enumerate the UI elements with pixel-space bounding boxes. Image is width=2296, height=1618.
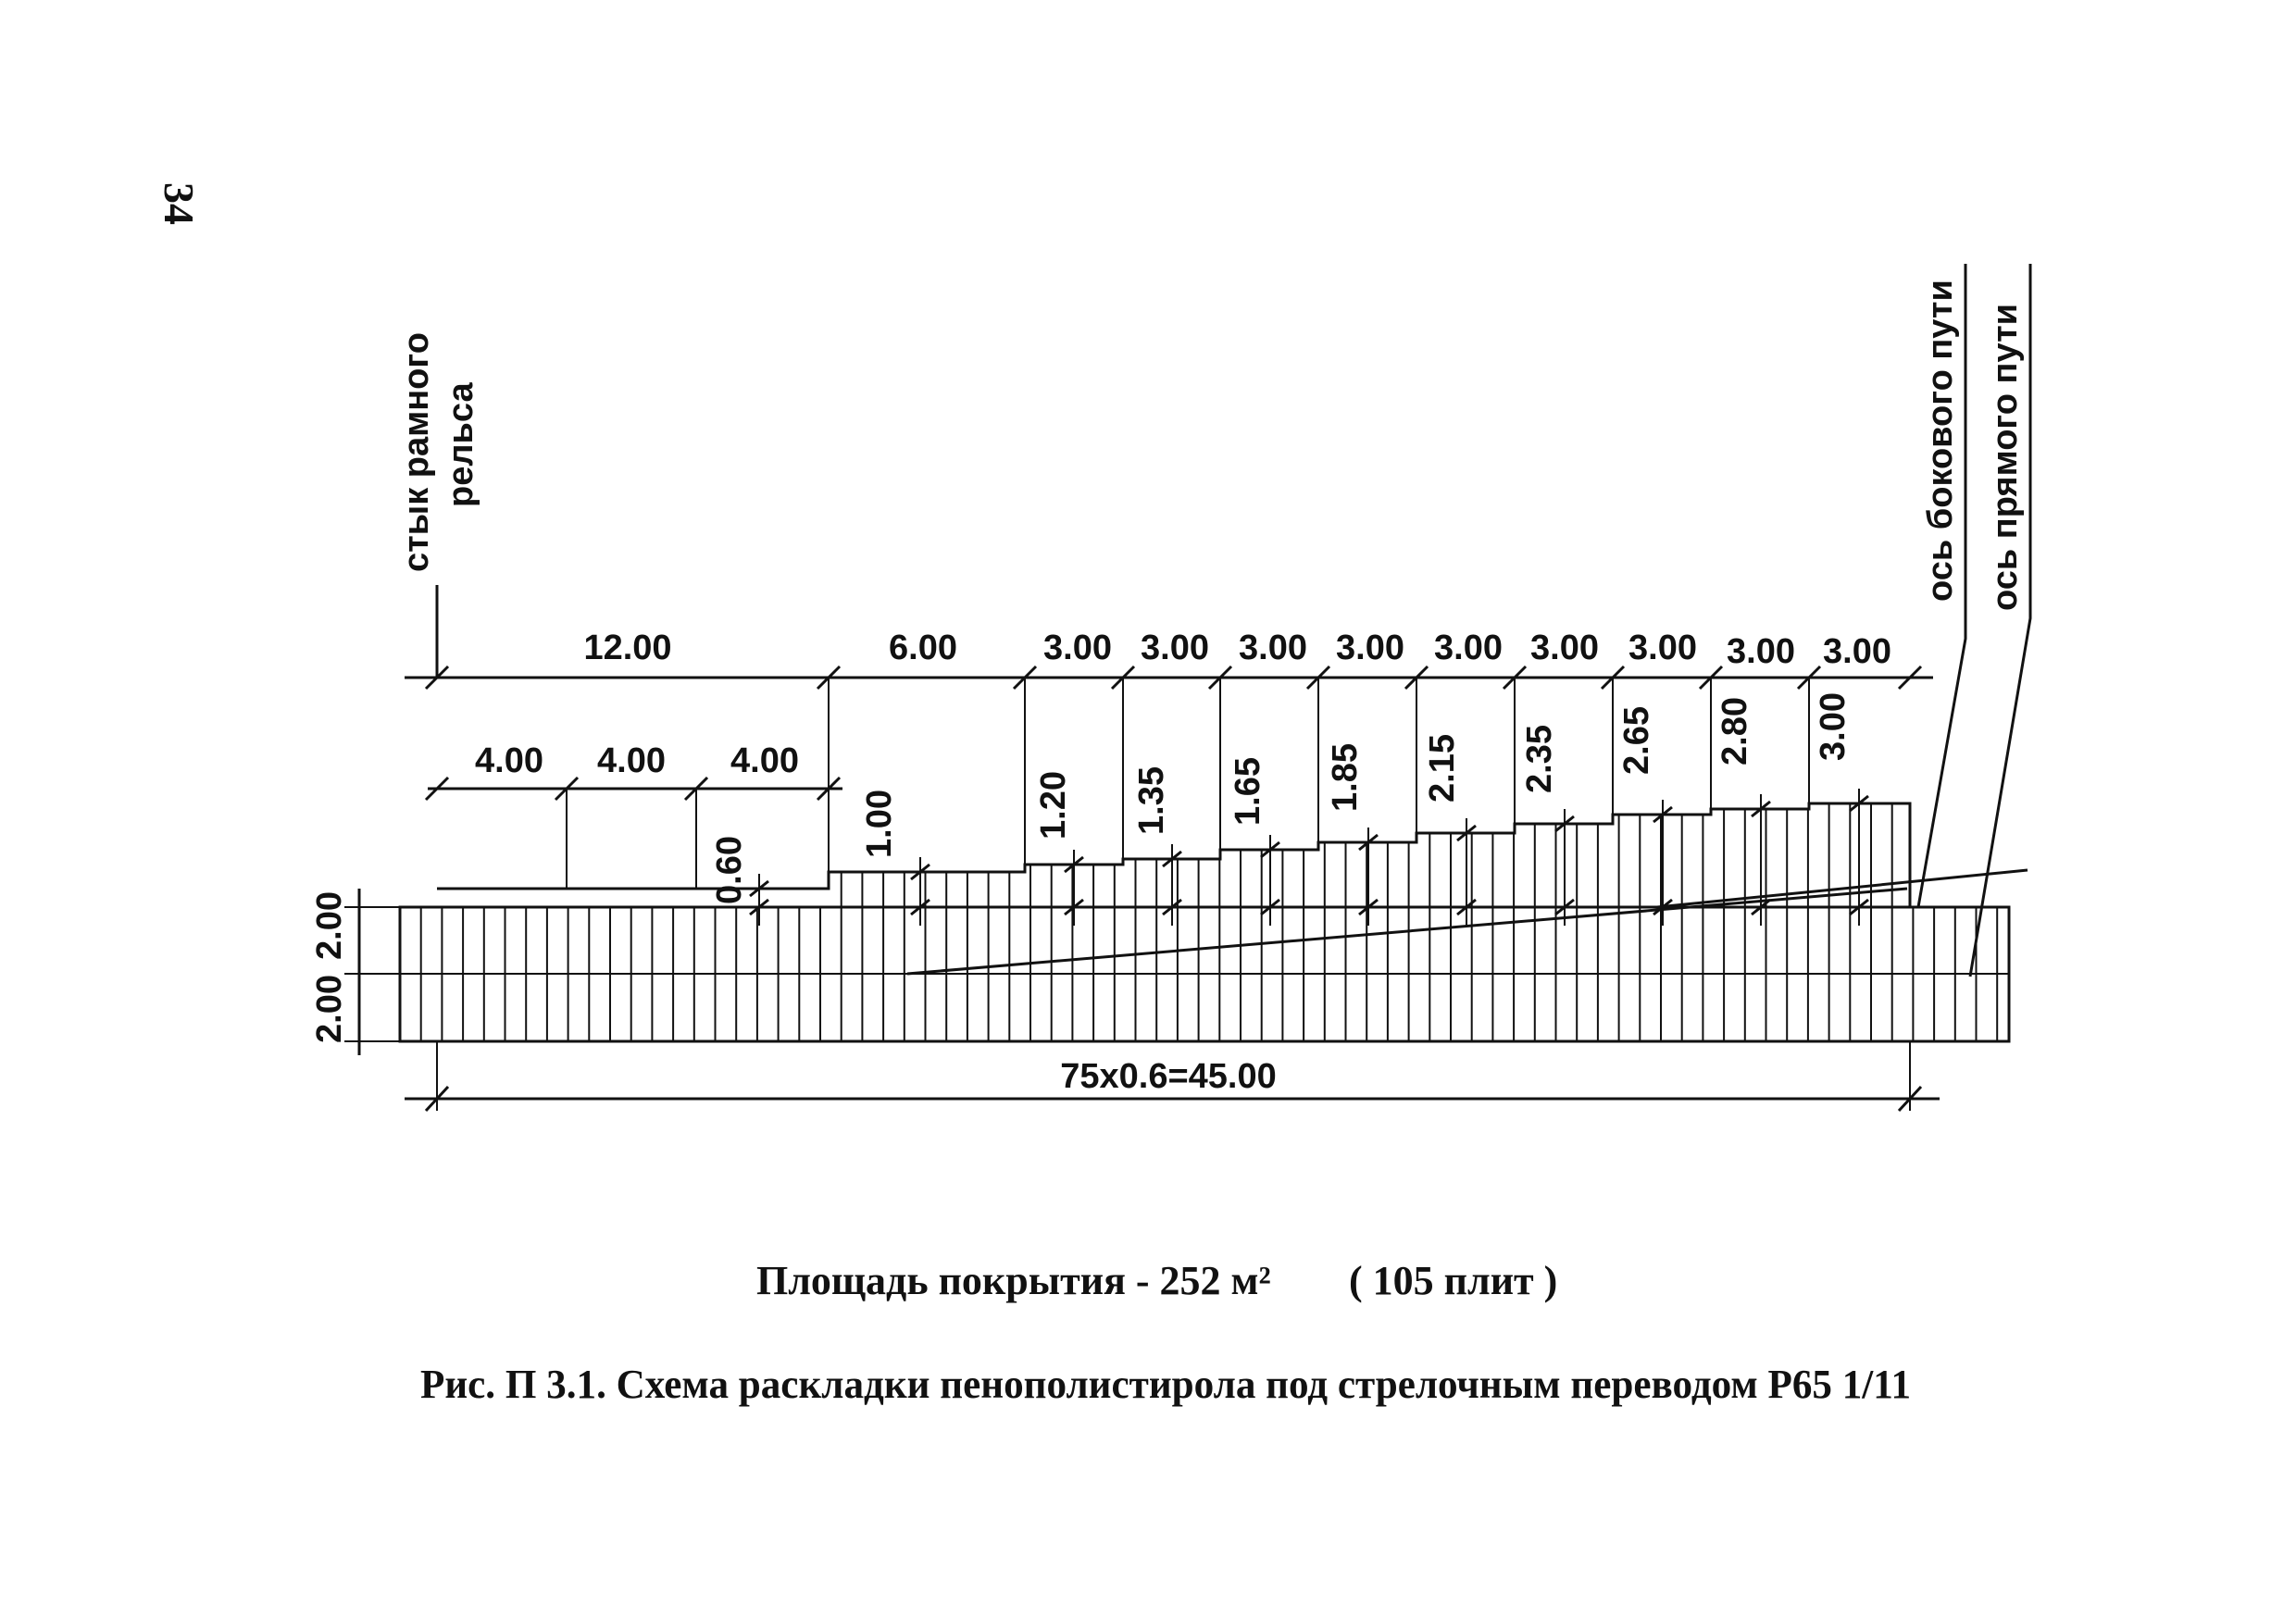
- step-width-label: 1.85: [1326, 743, 1365, 812]
- top-dim-label: 3.00: [1823, 632, 1891, 671]
- side-track-axis-label: ось бокового пути: [1921, 280, 1960, 602]
- row-width-label: 2.00: [310, 891, 349, 960]
- top-dim-label: 3.00: [1141, 629, 1209, 667]
- step-width-label: 2.15: [1423, 734, 1462, 803]
- page-number: 34: [156, 182, 203, 225]
- foam-slab-body: [400, 803, 2009, 1041]
- step-width-label: 2.35: [1520, 725, 1559, 793]
- step-width-label: 0.60: [710, 836, 749, 904]
- sub-dim-label: 4.00: [730, 741, 799, 780]
- sub-dimension-labels: [475, 741, 799, 780]
- sub-dim-label: 4.00: [475, 741, 543, 780]
- diagonal-track-line-upper: [1657, 870, 2028, 907]
- step-width-label: 2.80: [1716, 697, 1754, 765]
- top-dim-label: 3.00: [1434, 629, 1503, 667]
- diagonal-track-line-lower: [907, 889, 1907, 974]
- step-width-label: 3.00: [1814, 692, 1853, 761]
- rail-joint-label-line2: рельса: [442, 382, 480, 507]
- sub-dim-label: 4.00: [597, 741, 666, 780]
- top-dim-label: 3.00: [1239, 629, 1307, 667]
- stepped-outline: [437, 803, 1910, 907]
- step-width-label: 1.20: [1034, 771, 1073, 840]
- top-dim-label: 3.00: [1727, 632, 1795, 671]
- total-length-label: 75x0.6=45.00: [1060, 1057, 1277, 1096]
- top-dim-label: 3.00: [1628, 629, 1697, 667]
- top-dim-label: 12.00: [583, 629, 672, 667]
- step-width-label: 1.35: [1132, 766, 1171, 835]
- plates-caption: ( 105 плит ): [1349, 1258, 1558, 1303]
- figure-title: Рис. П 3.1. Схема раскладки пенополистирола под стрелочным переводом Р65 1/11: [420, 1362, 1911, 1407]
- top-dim-label: 6.00: [889, 629, 957, 667]
- straight-track-axis-label: ось прямого пути: [1986, 303, 2025, 611]
- rail-joint-label-line1: стык рамного: [397, 332, 436, 572]
- top-dim-label: 3.00: [1530, 629, 1599, 667]
- area-caption: Площадь покрытия - 252 м²: [756, 1258, 1271, 1303]
- top-dim-label: 3.00: [1043, 629, 1112, 667]
- row-width-label: 2.00: [310, 975, 349, 1043]
- step-width-label: 1.00: [860, 790, 899, 858]
- top-dim-label: 3.00: [1336, 629, 1404, 667]
- step-width-label: 1.65: [1229, 757, 1267, 826]
- top-dimension-labels: [583, 629, 1891, 671]
- step-width-label: 2.65: [1617, 706, 1656, 775]
